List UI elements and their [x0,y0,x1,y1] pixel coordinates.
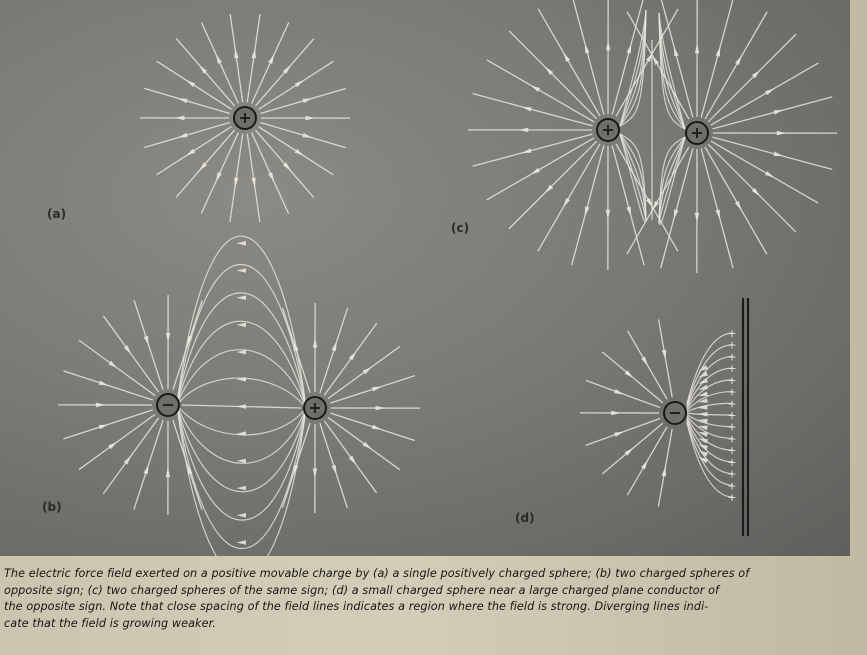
field-line [178,409,305,492]
field-arrow [293,341,298,351]
plate-plus-sign: + [727,420,737,434]
field-arrow [175,116,184,121]
field-arrow [186,149,195,156]
field-arrow [695,44,700,53]
field-line [627,12,689,119]
field-arrow [99,424,109,429]
field-line [712,97,832,129]
field-line [178,264,305,401]
field-arrow [216,172,222,182]
field-arrow [585,206,590,216]
field-line [509,31,597,119]
field-line [701,0,733,118]
field-arrow [305,116,314,121]
field-arrow [674,47,679,57]
field-arrow [96,403,105,408]
field-line [620,10,646,126]
field-arrow [641,356,648,365]
panel-a-label: (a) [47,207,67,221]
field-arrow [372,386,382,391]
field-arrow [166,333,171,342]
field-arrow [662,350,666,360]
field-line [712,137,832,169]
field-arrow [237,268,246,273]
field-arrow [698,412,707,417]
field-arrow [777,131,786,136]
field-line [178,406,305,435]
plate-plus-sign: + [727,409,737,422]
field-line [711,63,818,125]
field-line [178,412,305,549]
panel-b-label: (b) [42,500,62,514]
plate-plus-sign: + [727,362,737,376]
field-arrow [237,486,246,491]
field-arrow [295,80,304,87]
field-line [687,368,733,407]
field-arrow [302,133,312,138]
field-arrow [611,411,620,416]
field-arrow [652,56,659,65]
field-arrow [765,171,774,178]
caption-line: opposite sign; (c) two charged spheres of the same sign; (d) a small charged sphere near a large charged plane conductor of [4,583,720,597]
field-arrow [268,172,274,182]
field-arrow [519,128,528,133]
field-arrow [331,465,336,475]
field-arrow [375,406,384,411]
field-arrow [268,54,274,64]
field-line [178,411,305,521]
field-arrow [237,513,246,518]
field-line [705,147,767,254]
field-arrow [99,380,109,385]
field-arrow [302,98,312,103]
field-arrow [652,201,659,210]
field-line [538,9,600,116]
field-arrow [765,88,774,95]
field-arrow [237,323,246,328]
field-arrow [641,460,648,469]
field-arrow [143,465,148,475]
field-line [473,134,593,166]
field-arrow [531,168,540,175]
field-line [178,378,305,407]
field-line [708,34,796,122]
field-line [572,0,604,115]
field-arrow [695,213,700,222]
field-arrow [531,85,540,92]
field-line [572,145,604,265]
field-arrow [563,53,570,62]
field-arrow [332,341,337,351]
field-arrow [372,425,382,430]
field-line [487,138,594,200]
field-line [627,147,689,254]
field-arrow [522,107,532,112]
field-line [711,141,818,203]
field-line [473,94,593,126]
field-line [687,419,733,462]
field-line [705,12,767,119]
field-arrow [614,432,624,437]
field-line [178,350,305,406]
field-arrow [674,209,679,219]
panel-c-label: (c) [451,221,470,235]
field-line [509,141,597,229]
field-arrow [237,540,246,545]
field-line [687,416,733,438]
plate-plus-sign: + [727,432,737,446]
field-line [178,408,305,464]
caption-line: The electric force field exerted on a positive movable charge by (a) a single positively charged sphere; (b) two charged spheres of [4,567,750,580]
field-arrow [716,47,721,57]
plate-plus-sign: + [727,491,737,504]
field-arrow [295,149,304,156]
field-line [687,413,733,415]
field-arrow [735,201,742,210]
plate-plus-sign: + [727,338,737,352]
field-arrow [606,41,611,50]
field-arrow [606,210,611,219]
field-arrow [735,56,742,65]
field-arrow [186,80,195,87]
field-arrow [627,44,632,54]
field-arrow [237,404,246,409]
field-arrow [522,148,532,153]
plate-plus-sign: + [727,385,737,399]
plate-plus-sign: + [727,397,737,411]
field-arrow [166,468,171,477]
field-arrow [144,336,149,346]
field-arrow [237,295,246,300]
field-line [701,148,733,268]
plate-plus-sign: + [727,467,737,481]
field-arrow [178,133,188,138]
field-arrow [237,241,246,246]
field-arrow [313,338,318,347]
plate-plus-sign: + [727,373,737,387]
field-arrow [773,152,783,157]
field-arrow [773,110,783,115]
field-arrow [626,206,631,216]
plate-plus-sign: + [727,444,737,458]
field-line [687,415,733,427]
figure-caption [4,566,862,632]
field-line [538,144,600,251]
field-arrow [237,350,246,355]
field-arrow [216,54,222,64]
field-arrow [585,44,590,54]
panel-d-label: (d) [515,511,535,525]
field-line [708,144,796,232]
plate-plus-sign: + [727,350,737,364]
field-arrow [662,467,666,477]
field-arrow [715,209,720,219]
field-arrow [563,198,570,207]
caption-line: cate that the field is growing weaker. [4,616,216,630]
field-arrow [313,468,318,477]
field-arrow [614,389,624,394]
plate-plus-sign: + [727,327,737,340]
caption-line: the opposite sign. Note that close spacing of the field lines indicates a region where the field is strong. Diverging lines indi- [4,600,709,613]
field-line [178,321,305,404]
plate-plus-sign: + [727,455,737,469]
field-line [487,60,594,122]
field-arrow [178,98,188,103]
field-line [178,293,305,403]
plate-plus-sign: + [727,479,737,493]
